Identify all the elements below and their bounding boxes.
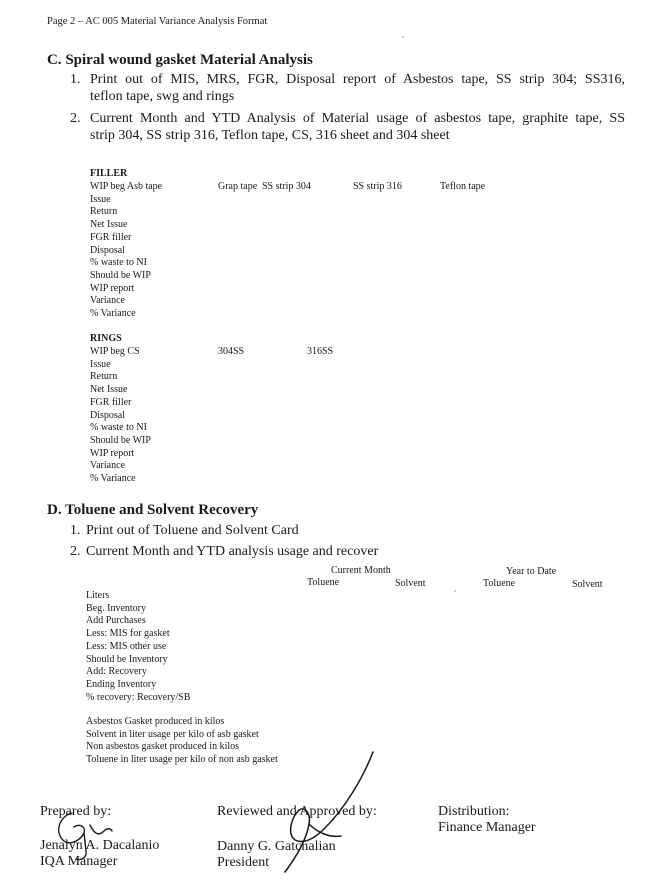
filler-row-label: Should be WIP — [90, 269, 151, 281]
signature-reviewed-icon — [255, 748, 385, 878]
rings-title: RINGS — [90, 333, 122, 344]
filler-row-label: WIP beg Asb tape — [90, 181, 163, 192]
reviewed-by-name: Danny G. Gatchalian — [217, 839, 336, 854]
rings-row-label: Issue — [90, 358, 111, 370]
recovery-row-label: Should be Inventory — [86, 653, 168, 665]
section-d-item-1-text: Print out of Toluene and Solvent Card — [86, 523, 299, 538]
filler-row-label: Return — [90, 206, 118, 218]
section-d-item-2-text: Current Month and YTD analysis usage and recover — [86, 544, 379, 559]
signature-prepared-icon — [40, 805, 130, 865]
scan-speck — [402, 36, 404, 38]
rings-row-label: WIP report — [90, 447, 135, 459]
note-line: Non asbestos gasket produced in kilos — [86, 741, 240, 753]
reviewed-by-label: Reviewed and Approved by: — [217, 804, 377, 819]
recovery-row-label: Liters — [86, 590, 110, 601]
rings-row-label: Variance — [90, 460, 125, 472]
filler-row-label: WIP report — [90, 282, 135, 294]
prepared-by-name: Jenalyn A. Dacalanio — [40, 838, 160, 853]
section-c-title: C. Spiral wound gasket Material Analysis — [47, 52, 313, 68]
filler-row-label: Issue — [90, 193, 111, 205]
rings-row-label: WIP beg CS — [90, 346, 140, 357]
section-d-title: D. Toluene and Solvent Recovery — [47, 502, 259, 518]
ytd-solvent-header: Solvent — [572, 579, 603, 590]
section-c-item-1-num: 1. — [70, 72, 81, 87]
note-line: Toluene in liter usage per kilo of non asb gasket — [86, 754, 278, 766]
rings-row-label: % Variance — [90, 473, 136, 484]
filler-col-teflon-tape: Teflon tape — [440, 181, 486, 192]
distribution-label: Distribution: — [438, 804, 510, 819]
current-month-header: Current Month — [331, 565, 391, 576]
recovery-row-label: % recovery: Recovery/SB — [86, 691, 191, 703]
rings-row-label: Should be WIP — [90, 434, 151, 446]
recovery-row-label: Less: MIS other use — [86, 640, 167, 652]
rings-row-label: Disposal — [90, 409, 125, 421]
rings-row-label: FGR filler — [90, 396, 132, 408]
section-c-item-2-line2: strip 304, SS strip 316, Teflon tape, CS, 316 sheet and 304 sheet — [90, 128, 450, 143]
filler-row-label: Variance — [90, 295, 125, 307]
rings-col-304ss: 304SS — [218, 346, 245, 357]
scan-speck — [454, 590, 456, 592]
prepared-by-label: Prepared by: — [40, 804, 112, 819]
reviewed-by-title: President — [217, 855, 270, 870]
filler-row-label: Disposal — [90, 244, 125, 256]
filler-row-label: Net Issue — [90, 219, 128, 231]
ytd-toluene-header: Toluene — [483, 578, 516, 589]
recovery-row-label: Add Purchases — [86, 615, 146, 627]
page-header: Page 2 – AC 005 Material Variance Analysis Format — [47, 16, 268, 27]
section-c-item-1-line2: teflon tape, swg and rings — [90, 89, 235, 104]
rings-row-label: Net Issue — [90, 384, 128, 396]
filler-title: FILLER — [90, 168, 128, 179]
note-line: Solvent in liter usage per kilo of asb gasket — [86, 728, 259, 740]
filler-row-label: % Variance — [90, 308, 136, 319]
section-c-item-2-line1: Current Month and YTD Analysis of Material usage of asbestos tape, graphite tape, SS — [90, 111, 625, 126]
filler-row-label: % waste to NI — [90, 257, 147, 269]
filler-row-label: FGR filler — [90, 231, 132, 243]
distribution-recipient: Finance Manager — [438, 820, 536, 835]
filler-col-ss-strip-316: SS strip 316 — [353, 181, 402, 192]
recovery-row-label: Less: MIS for gasket — [86, 628, 170, 640]
recovery-row-label: Add: Recovery — [86, 666, 147, 678]
year-to-date-header: Year to Date — [506, 566, 557, 577]
filler-col-grap-tape: Grap tape — [218, 181, 258, 192]
section-c-item-2-num: 2. — [70, 111, 81, 126]
section-d-item-2-num: 2. — [70, 544, 81, 559]
section-d-item-1-num: 1. — [70, 523, 81, 538]
rings-row-label: Return — [90, 371, 118, 383]
recovery-row-label: Beg. Inventory — [86, 602, 146, 614]
rings-col-316ss: 316SS — [307, 346, 334, 357]
filler-col-ss-strip-304: SS strip 304 — [262, 181, 311, 192]
recovery-row-label: Ending Inventory — [86, 678, 157, 690]
prepared-by-title: IQA Manager — [40, 854, 118, 869]
note-line: Asbestos Gasket produced in kilos — [86, 716, 225, 727]
cm-solvent-header: Solvent — [395, 578, 426, 589]
cm-toluene-header: Toluene — [307, 577, 340, 588]
section-c-item-1-line1: Print out of MIS, MRS, FGR, Disposal report of Asbestos tape, SS strip 304; SS316, — [90, 72, 625, 87]
rings-row-label: % waste to NI — [90, 422, 147, 434]
